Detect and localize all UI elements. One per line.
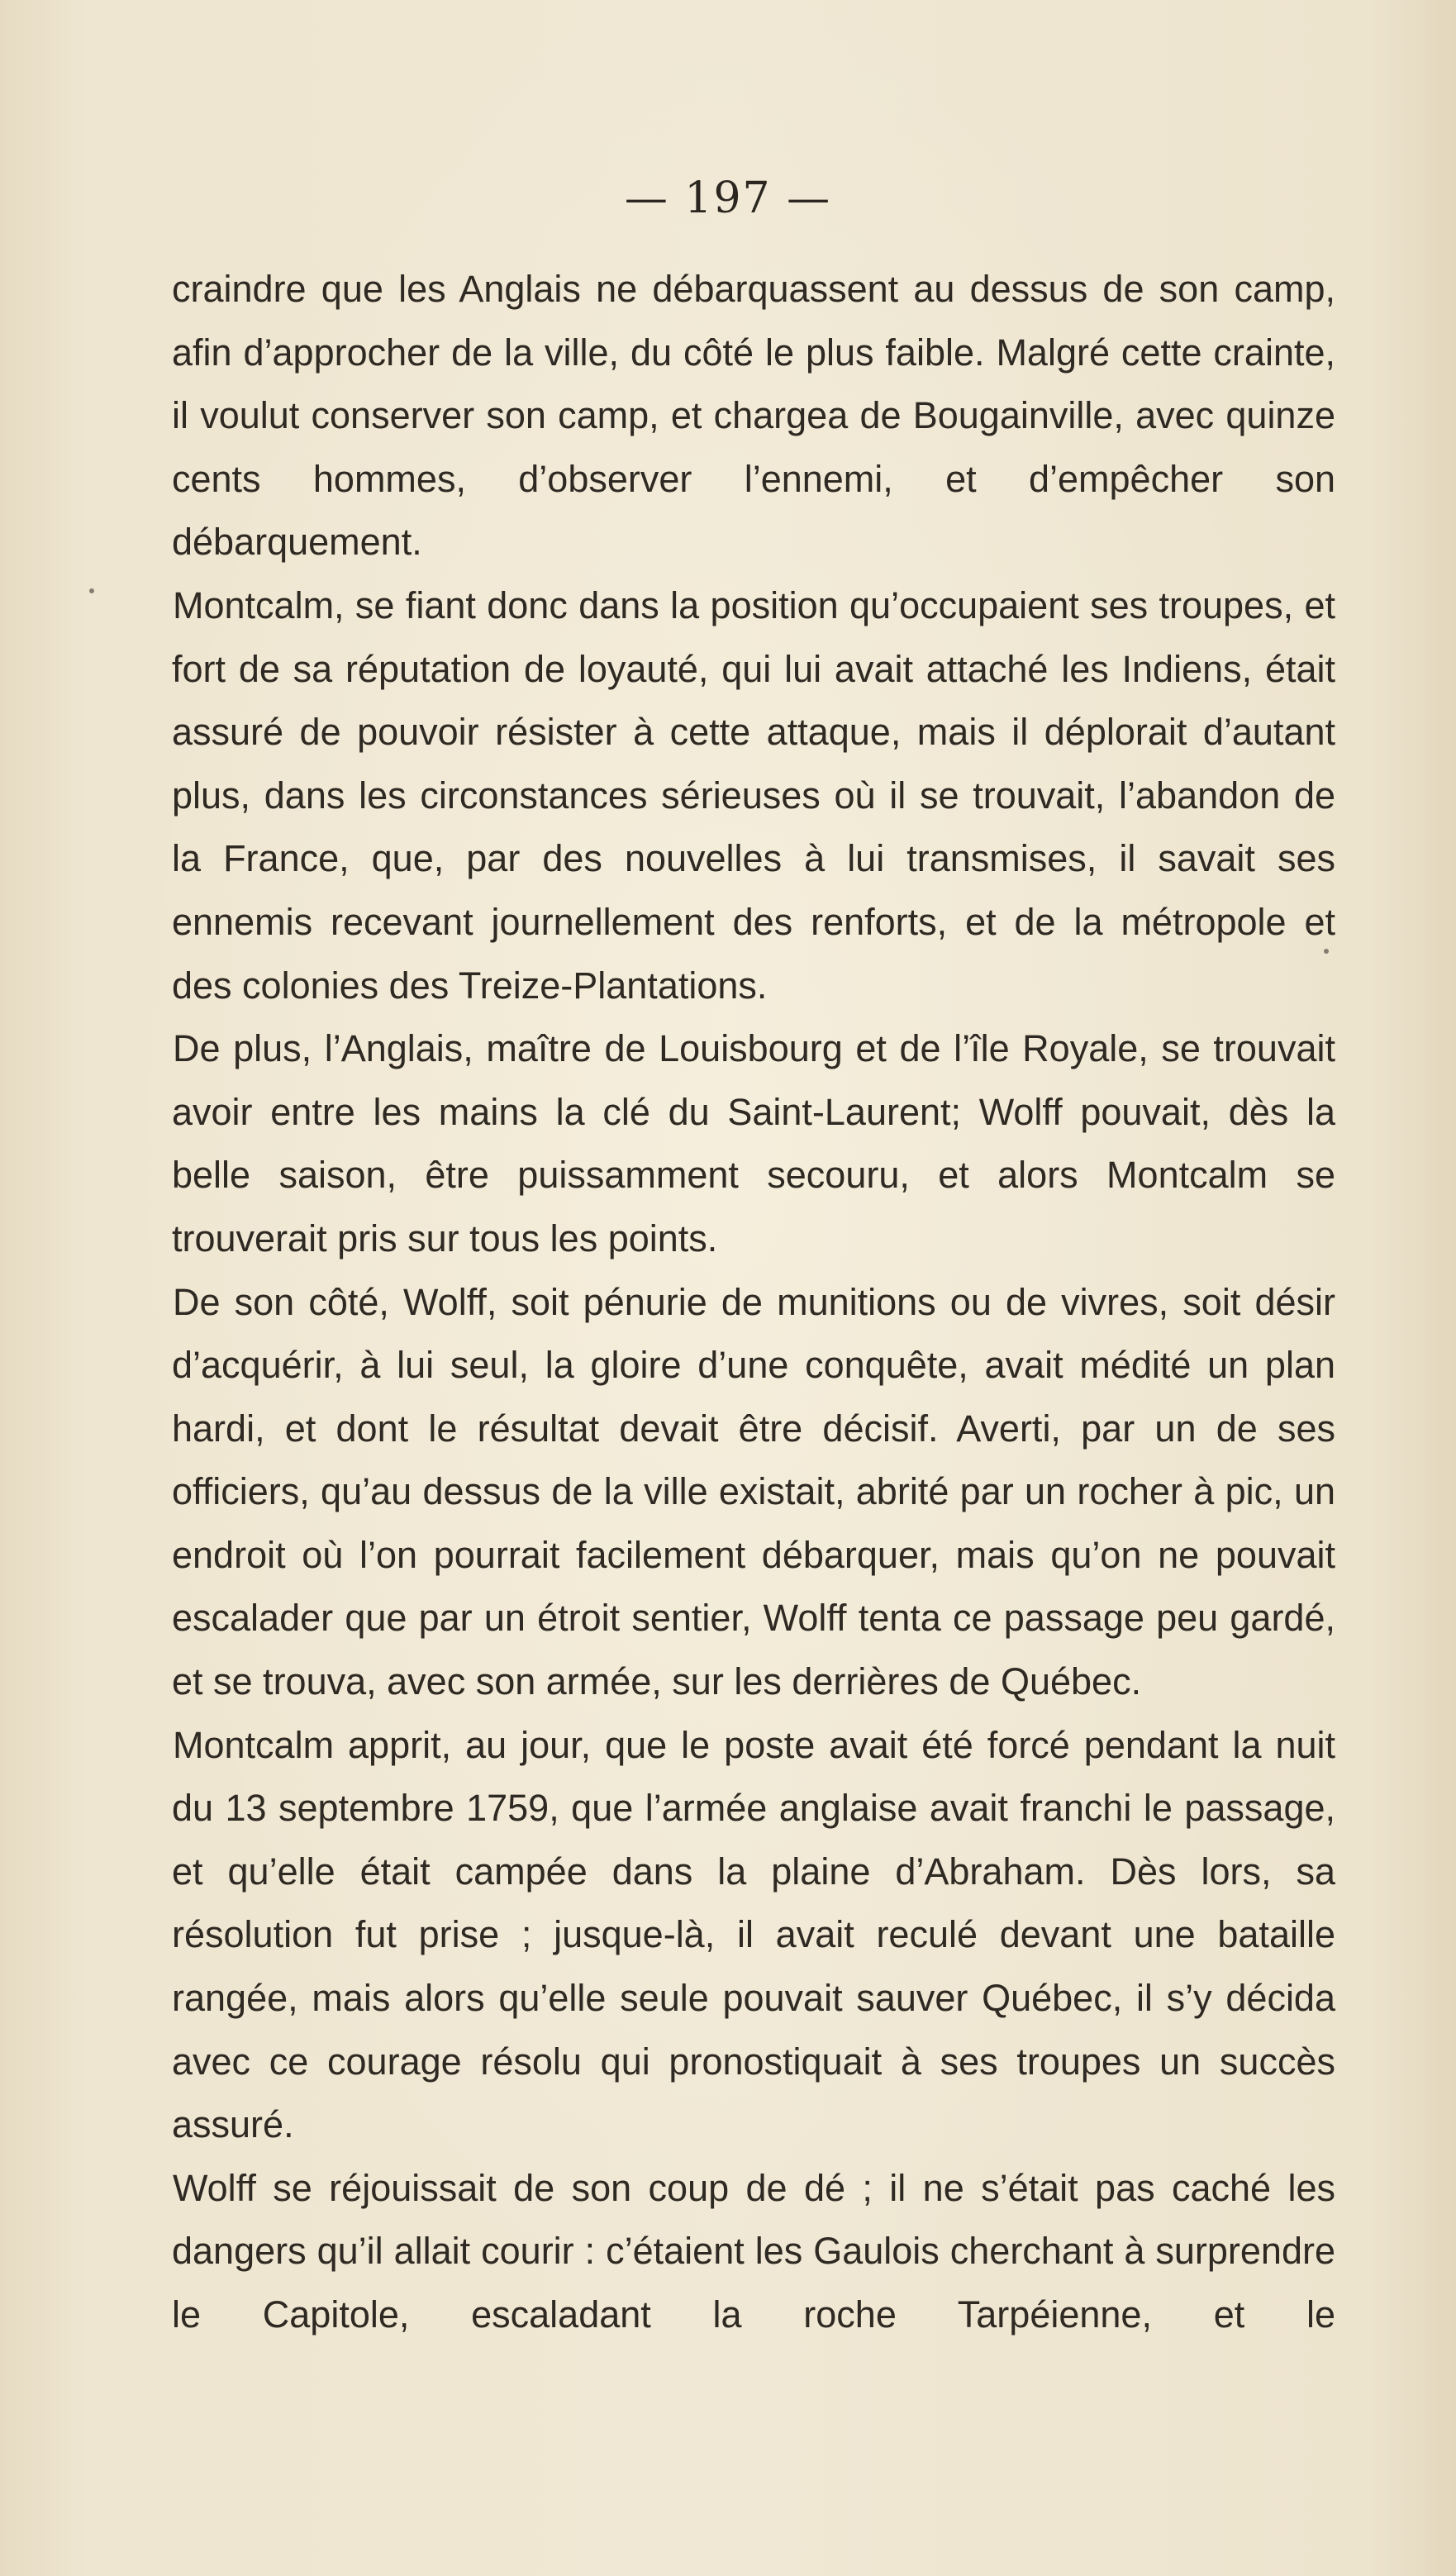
paragraph-6: Wolff se réjouissait de son coup de dé ; il ne s’était pas caché les dangers qu’il allait courir : c’étaient les Gaulois cherchant à surprendre le Capitole, escaladant la roche Tarpéienne, et le (172, 2166, 1335, 2336)
paragraph-2: Montcalm, se fiant donc dans la position qu’occupaient ses troupes, et fort de sa réputation de loyauté, qui lui avait attaché les Indiens, était assuré de pouvoir résister à cette attaque, mais il déplorait d’autant plus, dans les circonstances sérieuses où il se trouvait, l’abandon de la France, que, par des nouvelles à lui transmises, il savait ses ennemis recevant journellement des renforts, et de la métropole et des colonies des Treize-Plantations. (172, 583, 1335, 1007)
paragraph-1: craindre que les Anglais ne débarquassent au dessus de son camp, afin d’approcher de la ville, du côté le plus faible. Malgré cette crainte, il voulut conserver son camp, et chargea de Bougainville, avec quinze cents hommes, d’observer l’ennemi, et d’empêcher son débarquement. (172, 268, 1335, 564)
ink-speck (1324, 949, 1329, 954)
paragraph-3: De plus, l’Anglais, maître de Louisbourg et de l’île Royale, se trouvait avoir entre les mains la clé du Saint-Laurent; Wolff pouvait, dès la belle saison, être puissamment secouru, et alors Montcalm se trouverait pris sur tous les points. (172, 1027, 1335, 1259)
paragraph-4: De son côté, Wolff, soit pénurie de munitions ou de vivres, soit désir d’acquérir, à lui seul, la gloire d’une conquête, avait médité un plan hardi, et dont le résultat devait être décisif. Averti, par un de ses officiers, qu’au dessus de la ville existait, abrité par un rocher à pic, un endroit où l’on pourrait facilement débarquer, mais qu’on ne pouvait escalader que par un étroit sentier, Wolff tenta ce passage peu gardé, et se trouva, avec son armée, sur les derrières de Québec. (172, 1280, 1335, 1703)
paragraph-5: Montcalm apprit, au jour, que le poste avait été forcé pendant la nuit du 13 septembre 1759, que l’armée anglaise avait franchi le passage, et qu’elle était campée dans la plaine d’Abraham. Dès lors, sa résolution fut prise ; jusque-là, il avait reculé devant une bataille rangée, mais alors qu’elle seule pouvait sauver Québec, il s’y décida avec ce courage résolu qui pronostiquait à ses troupes un succès assuré. (172, 1723, 1335, 2146)
ink-speck (89, 588, 94, 593)
page-number: — 197 — (624, 174, 832, 223)
body-text (172, 258, 1335, 2347)
